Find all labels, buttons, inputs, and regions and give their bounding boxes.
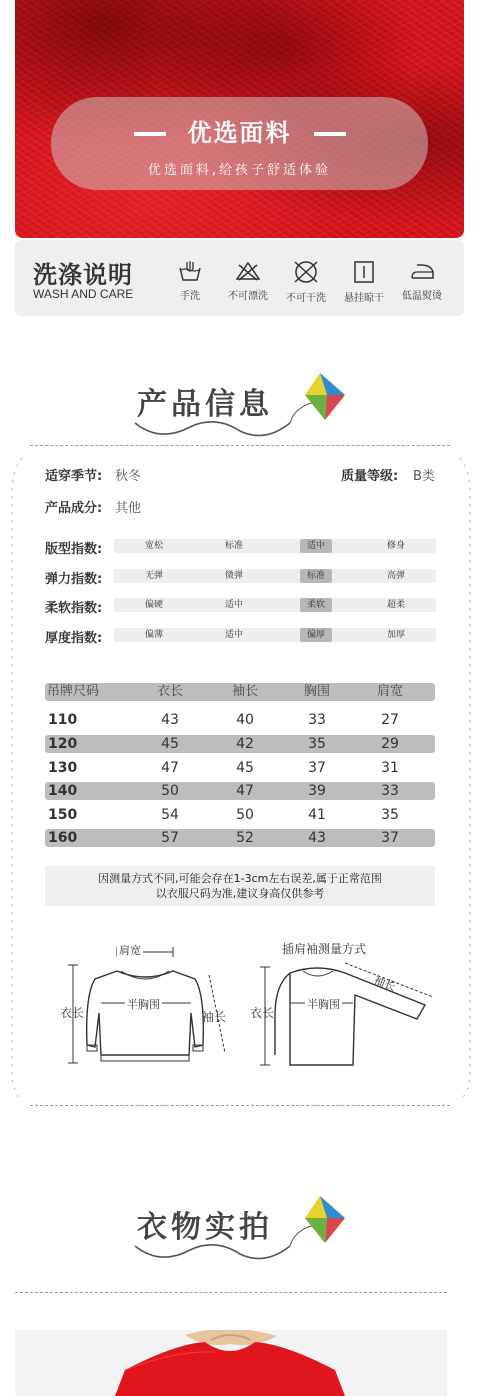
wash-item-label: 手洗: [180, 291, 200, 302]
index-option: 加厚: [386, 630, 405, 640]
table-cell: 43: [308, 830, 326, 846]
index-option: 标准: [224, 541, 243, 551]
quality-label: 质量等级:: [341, 469, 399, 484]
table-cell: 150: [48, 807, 78, 823]
size-table-header-cell: 袖长: [231, 684, 258, 699]
hand-wash-icon: [178, 260, 202, 282]
raglan-length-label: 衣长: [250, 1006, 275, 1020]
index-option-selected: 偏厚: [300, 628, 332, 642]
wash-care-panel: [15, 240, 464, 316]
index-option: 适中: [224, 630, 243, 640]
table-cell: 29: [381, 736, 399, 752]
wash-item-label: 悬挂晾干: [344, 293, 384, 304]
table-row: [45, 782, 435, 800]
index-option-selected: 适中: [300, 539, 332, 553]
size-table-header: [45, 683, 435, 701]
table-cell: 31: [381, 760, 399, 776]
index-scale: [114, 539, 436, 553]
table-cell: 33: [308, 712, 326, 728]
index-option: 超柔: [386, 600, 405, 610]
index-label: 厚度指数:: [45, 631, 103, 646]
wash-item-label: 不可漂洗: [228, 291, 268, 302]
table-cell: 52: [236, 830, 254, 846]
wash-title-en: WASH AND CARE: [33, 287, 134, 301]
index-option: 无弹: [144, 571, 163, 581]
table-cell: 45: [236, 760, 254, 776]
size-table-header-cell: 肩宽: [376, 684, 403, 699]
diagram-chest-label: 半胸围: [127, 998, 160, 1011]
low-iron-icon: [409, 260, 435, 282]
material-label: 产品成分:: [45, 501, 103, 516]
hero-title: 优选面料: [51, 113, 428, 148]
index-label: 柔软指数:: [45, 601, 103, 616]
table-row: [45, 759, 435, 777]
hang-dry-icon: [353, 260, 375, 284]
table-cell: 42: [236, 736, 254, 752]
index-option: 偏薄: [144, 630, 163, 640]
season-label: 适穿季节:: [45, 469, 103, 484]
index-option: 宽松: [144, 541, 163, 551]
diagram-length-label: 衣长: [60, 1006, 85, 1020]
size-table-header-cell: 衣长: [156, 684, 183, 699]
product-info-header: [0, 365, 481, 445]
table-cell: 35: [381, 807, 399, 823]
table-cell: 130: [48, 760, 78, 776]
table-row: [45, 711, 435, 729]
index-option-selected: 柔软: [300, 598, 332, 612]
raglan-caption: 插肩袖测量方式: [282, 942, 367, 956]
wash-item-low-iron: [394, 260, 450, 302]
index-scale: [114, 569, 436, 583]
index-scale: [114, 598, 436, 612]
material-value: 其他: [115, 501, 142, 516]
table-cell: 50: [236, 807, 254, 823]
raglan-sleeve-label: 袖长: [372, 973, 398, 994]
quality-value: B类: [413, 469, 435, 484]
product-info-title: 产品信息: [137, 387, 273, 422]
table-row: [45, 806, 435, 824]
index-option: 修身: [386, 541, 405, 551]
wash-item-hang-dry: [336, 260, 392, 304]
wash-item-label: 低温熨烫: [402, 291, 442, 302]
index-option-selected: 标准: [300, 569, 332, 583]
index-label: 弹力指数:: [45, 572, 103, 587]
table-row: [45, 829, 435, 847]
table-cell: 40: [236, 712, 254, 728]
note-line-2: 以衣服尺码为准,建议身高仅供参考: [155, 887, 325, 900]
index-option: 适中: [224, 600, 243, 610]
index-option: 微弹: [224, 571, 243, 581]
season-value: 秋冬: [115, 469, 142, 484]
size-table-header-cell: 胸围: [303, 684, 330, 699]
no-bleach-icon: [235, 260, 261, 282]
frame-top-divider: [30, 445, 450, 446]
no-dry-clean-icon: [293, 260, 319, 284]
raglan-measure-diagram: [255, 955, 440, 1075]
table-cell: 41: [308, 807, 326, 823]
table-cell: 39: [308, 783, 326, 799]
wash-item-no-dry-clean: [278, 260, 334, 304]
photos-title: 衣物实拍: [137, 1210, 273, 1245]
table-cell: 160: [48, 830, 78, 846]
product-photo: [15, 1330, 447, 1396]
table-cell: 47: [236, 783, 254, 799]
index-option: 高弹: [386, 571, 405, 581]
table-cell: 57: [161, 830, 179, 846]
wash-item-no-bleach: [220, 260, 276, 302]
note-line-1: 因测量方式不同,可能会存在1-3cm左右误差,属于正常范围: [98, 872, 382, 885]
wash-title-cn: 洗涤说明: [33, 261, 133, 289]
frame-bottom-divider: [30, 1105, 450, 1106]
photos-divider: [15, 1292, 447, 1293]
diagram-sleeve-label: 袖长: [202, 1010, 227, 1024]
wash-item-label: 不可干洗: [286, 293, 326, 304]
measurement-note: [45, 866, 435, 906]
kite-icon: [130, 365, 360, 445]
table-cell: 110: [48, 712, 78, 728]
table-cell: 37: [381, 830, 399, 846]
size-table-header-cell: 吊牌尺码: [47, 684, 100, 699]
wash-item-hand-wash: [162, 260, 218, 302]
table-cell: 35: [308, 736, 326, 752]
table-cell: 27: [381, 712, 399, 728]
hero-subtitle: 优选面料,给孩子舒适体验: [147, 163, 332, 178]
index-scale: [114, 628, 436, 642]
index-label: 版型指数:: [45, 542, 103, 557]
raglan-chest-label: 半胸围: [307, 998, 340, 1011]
table-cell: 37: [308, 760, 326, 776]
hero-banner: [51, 97, 428, 190]
table-cell: 33: [381, 783, 399, 799]
table-cell: 140: [48, 783, 78, 799]
table-cell: 45: [161, 736, 179, 752]
fabric-hero-image: [15, 0, 464, 238]
kite-icon: [130, 1188, 360, 1268]
table-cell: 43: [161, 712, 179, 728]
table-cell: 47: [161, 760, 179, 776]
table-cell: 50: [161, 783, 179, 799]
photos-header: [0, 1188, 481, 1268]
table-cell: 120: [48, 736, 78, 752]
table-row: [45, 735, 435, 753]
sweater-photo: [15, 1330, 447, 1396]
index-option: 偏硬: [144, 600, 163, 610]
diagram-shoulder-label: 肩宽: [119, 944, 141, 957]
table-cell: 54: [161, 807, 179, 823]
